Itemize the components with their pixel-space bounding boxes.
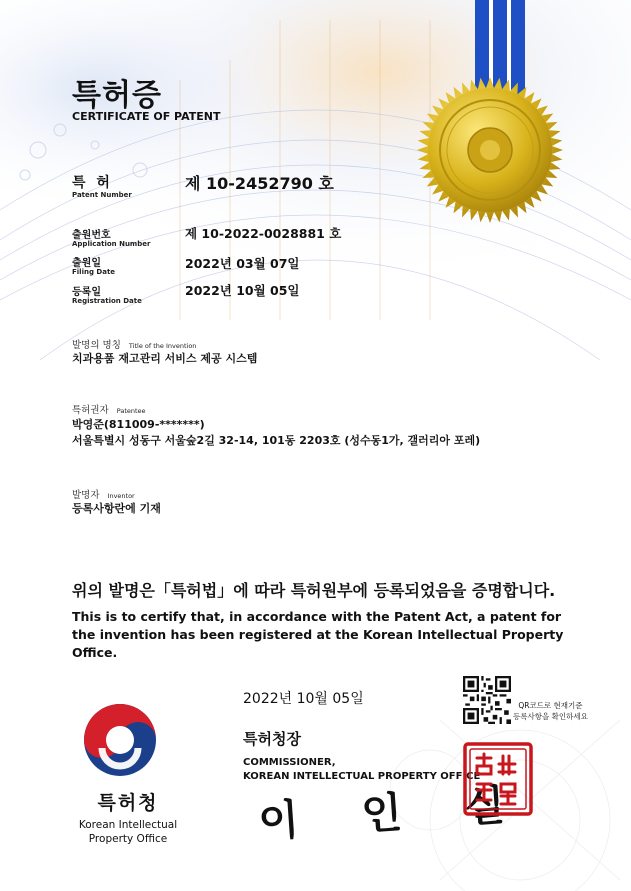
filing-date-label-kr: 출원일 (72, 258, 101, 269)
qr-code-icon[interactable] (463, 676, 511, 724)
certificate-title-en: CERTIFICATE OF PATENT (72, 110, 221, 123)
office-name-en-line1: Korean Intellectual (78, 819, 178, 831)
patentee-address: 서울특별시 성동구 서울숲2길 32-14, 101동 2203호 (성수동1가, 갤러리아 포레) (72, 434, 481, 447)
certification-statement-en: This is to certify that, in accordance with the Patent Act, a patent for the invention has been registered at the Korean Intellectual Property Office. (72, 609, 564, 660)
office-name-kr: 특허청 (97, 792, 159, 814)
inventor-label-en: Inventor (107, 492, 135, 500)
patent-number-value: 제 10-2452790 호 (185, 174, 334, 193)
inventor-label-kr: 발명자 (72, 490, 100, 501)
patentee-label (72, 402, 146, 416)
application-number-label-kr: 출원번호 (72, 230, 111, 241)
filing-date-label-en: Filing Date (72, 268, 116, 276)
registration-date-value: 2022년 10월 05일 (185, 283, 300, 298)
gold-seal-icon (415, 75, 565, 225)
patent-number-label-kr: 특 허 (72, 175, 113, 191)
office-name-en (58, 818, 198, 846)
patentee-label-en: Patentee (116, 407, 146, 415)
registration-date-label-kr: 등록일 (72, 287, 101, 298)
invention-title-label (72, 337, 196, 351)
qr-caption-line2: 등록사항을 확인하세요 (513, 712, 588, 721)
patent-number-label-en: Patent Number (72, 191, 132, 199)
qr-caption (513, 700, 588, 722)
commissioner-title-en-line2: KOREAN INTELLECTUAL PROPERTY OFFICE (243, 771, 481, 782)
commissioner-title-kr: 특허청장 (243, 730, 301, 748)
commissioner-title-en-line1: COMMISSIONER, (243, 757, 336, 768)
invention-title-label-kr: 발명의 명칭 (72, 340, 121, 351)
patentee-name: 박영준(811009-*******) (72, 418, 205, 431)
qr-caption-line1: QR코드로 현재기준 (518, 701, 583, 710)
patentee-label-kr: 특허권자 (72, 405, 109, 416)
application-number-value: 제 10-2022-0028881 호 (185, 226, 342, 241)
kipo-taeguk-logo-icon (80, 700, 160, 780)
inventor-value: 등록사항란에 기재 (72, 502, 161, 515)
registration-date-label-en: Registration Date (72, 297, 142, 305)
commissioner-signature: 이 인 실 (256, 778, 531, 847)
certificate-title-kr: 특허증 (72, 78, 162, 113)
official-red-stamp-icon (463, 742, 533, 816)
invention-title-label-en: Title of the Invention (128, 342, 197, 350)
application-number-label-en: Application Number (72, 240, 151, 248)
issue-date: 2022년 10월 05일 (243, 691, 364, 707)
filing-date-value: 2022년 03월 07일 (185, 256, 300, 271)
invention-title-value: 치과용품 재고관리 서비스 제공 시스템 (72, 352, 258, 365)
office-name-en-line2: Property Office (88, 833, 168, 845)
certification-statement-kr: 위의 발명은「특허법」에 따라 특허원부에 등록되었음을 증명합니다. (72, 581, 556, 600)
inventor-label (72, 487, 135, 501)
